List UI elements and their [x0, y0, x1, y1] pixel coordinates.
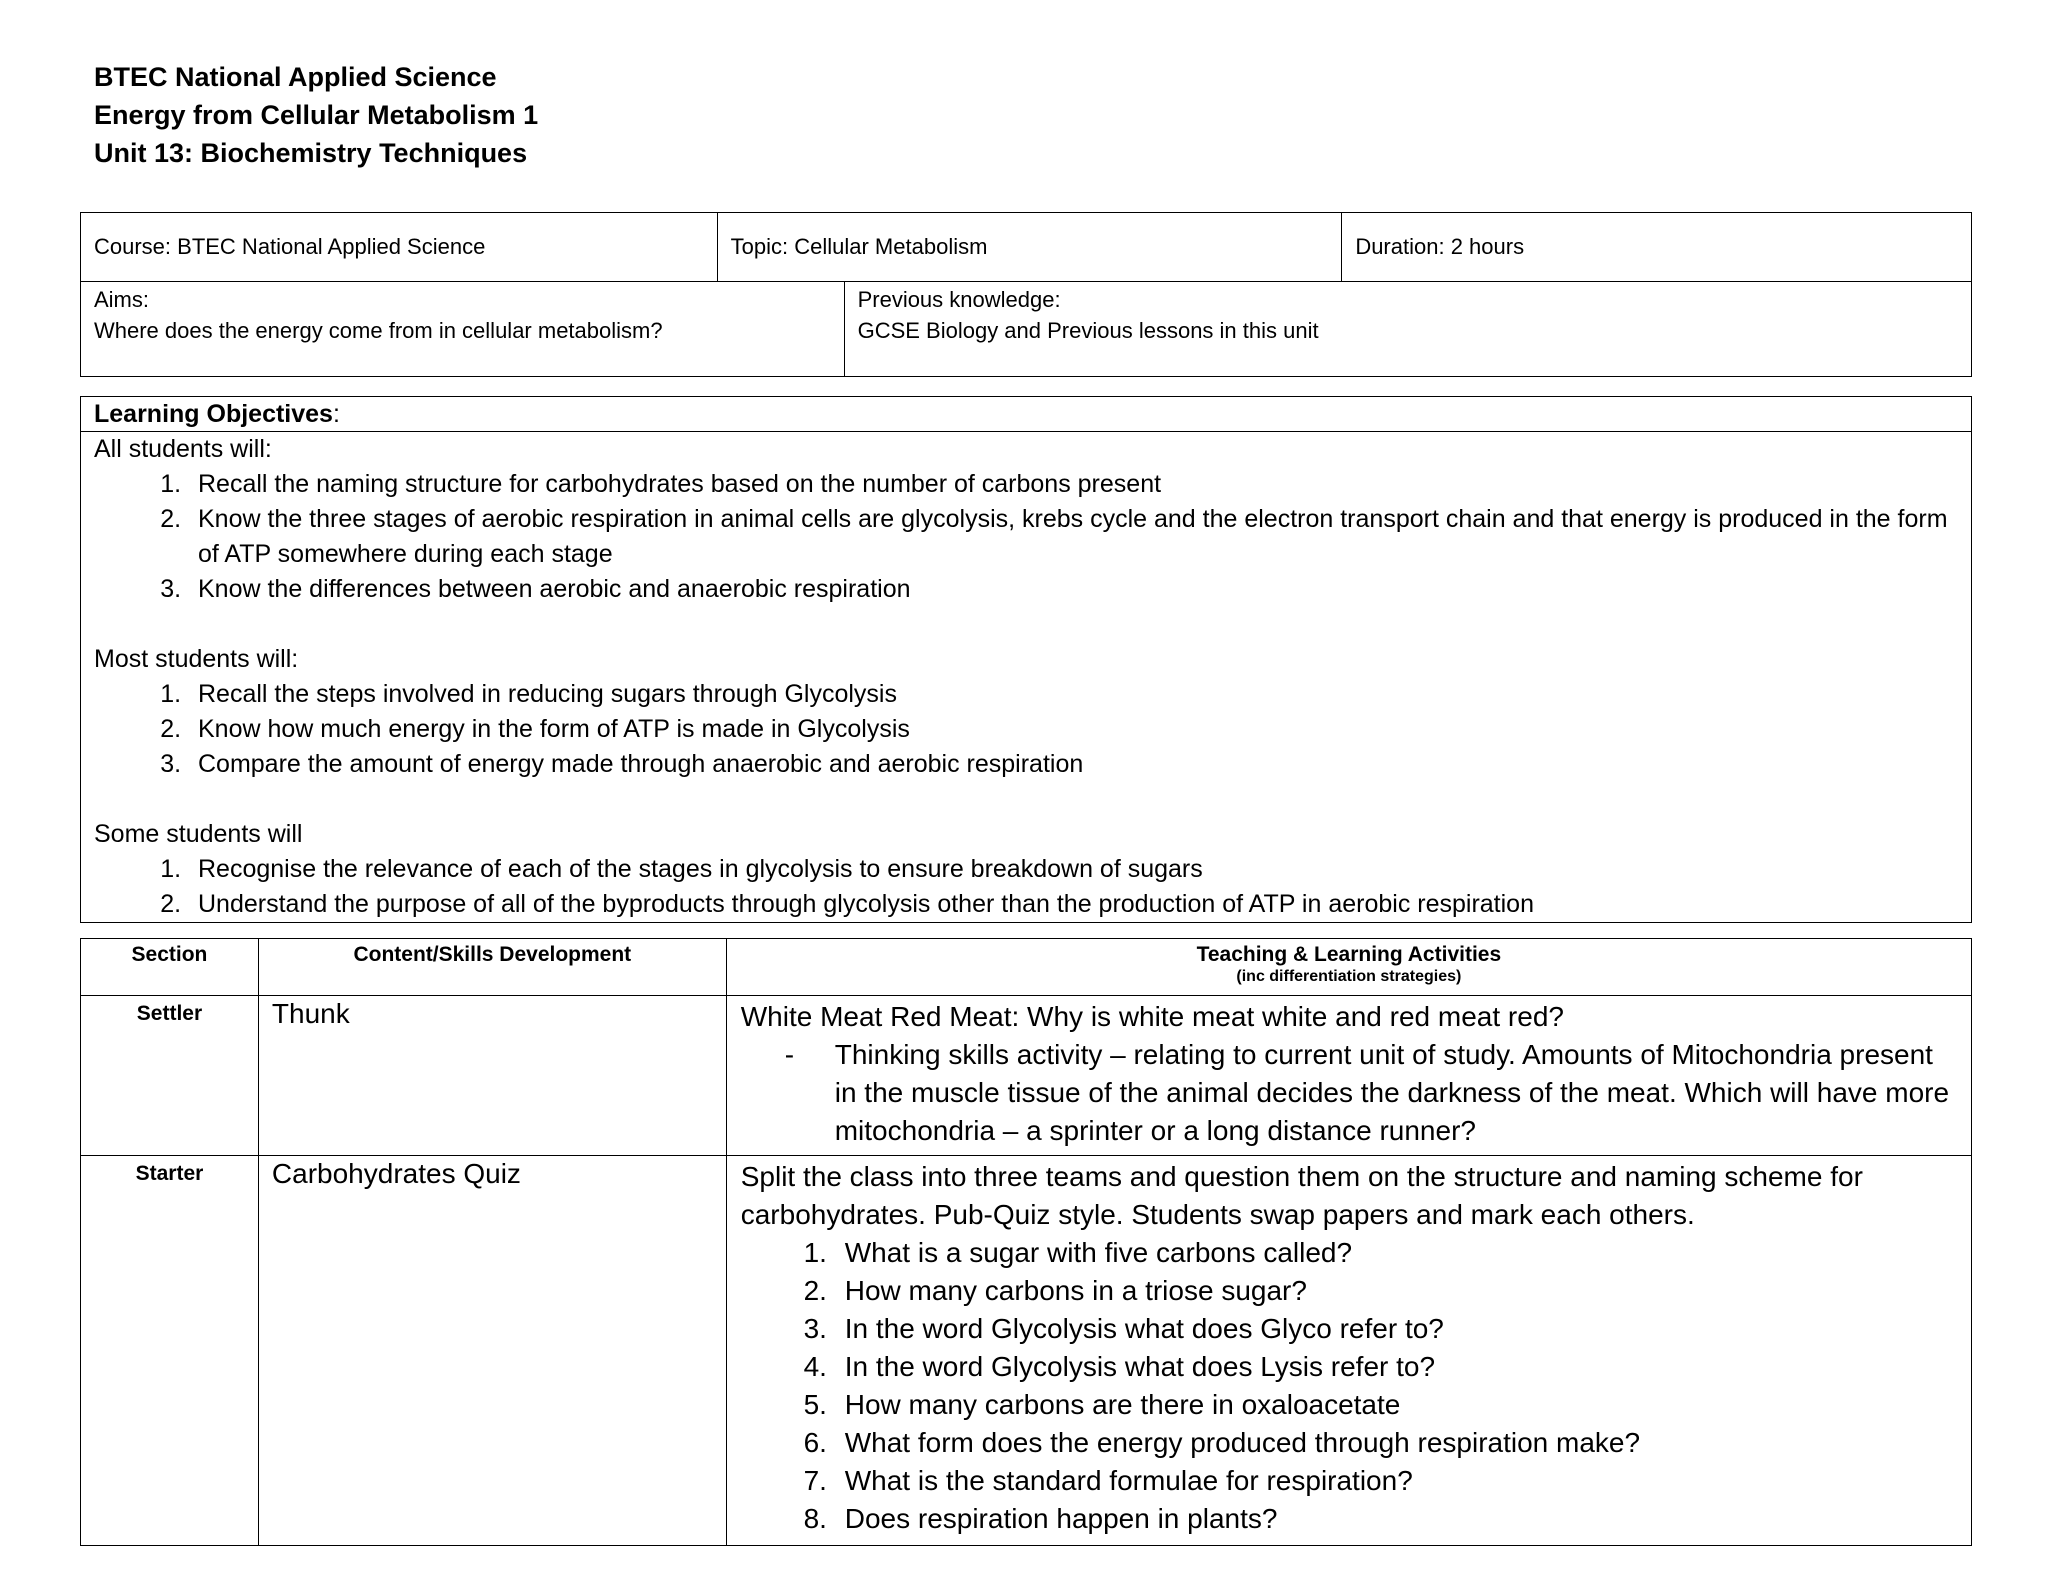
- list-item: 2. Understand the purpose of all of the byproducts through glycolysis other than the production of ATP in aerobic respiration: [188, 887, 1958, 922]
- course-info-table: [80, 212, 1972, 377]
- list-item: 3. Know the differences between aerobic and anaerobic respiration: [188, 572, 1958, 607]
- list-item: 3. Compare the amount of energy made through anaerobic and aerobic respiration: [188, 747, 1958, 782]
- list-item: 1. Recall the naming structure for carbohydrates based on the number of carbons present: [188, 467, 1958, 502]
- settler-content-cell: Thunk: [258, 996, 726, 1156]
- learning-objectives-table: [80, 396, 1972, 923]
- some-students-list: [94, 852, 1958, 922]
- aims-label: Aims:: [94, 287, 149, 312]
- list-item: 2. How many carbons in a triose sugar?: [835, 1272, 1957, 1310]
- settler-section-cell: Settler: [81, 996, 259, 1156]
- table-row: [81, 1156, 1972, 1546]
- previous-knowledge-cell: [844, 282, 1971, 377]
- previous-knowledge-label: Previous knowledge:: [857, 287, 1061, 312]
- some-students-label: Some students will: [94, 820, 303, 848]
- list-item: 1. What is a sugar with five carbons called?: [835, 1234, 1957, 1272]
- lesson-activities-table: [80, 938, 1972, 1546]
- learning-objectives-title: Learning Objectives: [94, 399, 333, 428]
- title-line-2: Energy from Cellular Metabolism 1: [94, 100, 539, 130]
- list-item: 8. Does respiration happen in plants?: [835, 1500, 1957, 1538]
- title-line-1: BTEC National Applied Science: [94, 62, 497, 92]
- starter-intro: Split the class into three teams and question them on the structure and naming scheme for carbohydrates. Pub-Quiz style. Students swap papers and mark each others.: [740, 1161, 1863, 1230]
- aims-text: Where does the energy come from in cellular metabolism?: [94, 318, 663, 343]
- starter-activities-cell: [726, 1156, 1971, 1546]
- most-students-label: Most students will:: [94, 645, 299, 673]
- topic-cell: Topic: Cellular Metabolism: [717, 213, 1342, 282]
- list-item: 2. Know the three stages of aerobic respiration in animal cells are glycolysis, krebs cycle and the electron transport chain and that energy is produced in the form of ATP somewhere during each stage: [188, 502, 1958, 572]
- activities-header-subtitle: (inc differentiation strategies): [1236, 968, 1462, 985]
- document-title-block: [94, 58, 538, 172]
- starter-section-cell: Starter: [81, 1156, 259, 1546]
- starter-content-cell: Carbohydrates Quiz: [258, 1156, 726, 1546]
- list-item: 4. In the word Glycolysis what does Lysis refer to?: [835, 1348, 1957, 1386]
- list-item: 2. Know how much energy in the form of ATP is made in Glycolysis: [188, 712, 1958, 747]
- list-item: 7. What is the standard formulae for respiration?: [835, 1462, 1957, 1500]
- most-students-list: [94, 677, 1958, 782]
- all-students-list: [94, 467, 1958, 607]
- settler-bullet-list: [741, 1036, 1957, 1150]
- quiz-question-list: [741, 1234, 1957, 1538]
- list-item: 3. In the word Glycolysis what does Glyco refer to?: [835, 1310, 1957, 1348]
- section-header: Section: [81, 939, 259, 996]
- duration-cell: Duration: 2 hours: [1342, 213, 1972, 282]
- title-line-3: Unit 13: Biochemistry Techniques: [94, 138, 528, 168]
- list-item: 5. How many carbons are there in oxaloacetate: [835, 1386, 1957, 1424]
- list-item: 6. What form does the energy produced through respiration make?: [835, 1424, 1957, 1462]
- list-item: 1. Recall the steps involved in reducing sugars through Glycolysis: [188, 677, 1958, 712]
- content-header: Content/Skills Development: [258, 939, 726, 996]
- list-item: - Thinking skills activity – relating to current unit of study. Amounts of Mitochondria present in the muscle tissue of the animal decides the darkness of the meat. Which will have more mitochondria – a sprinter or a long distance runner?: [835, 1036, 1957, 1150]
- list-item: 1. Recognise the relevance of each of the stages in glycolysis to ensure breakdown of sugars: [188, 852, 1958, 887]
- settler-intro: White Meat Red Meat: Why is white meat white and red meat red?: [740, 1001, 1564, 1032]
- aims-cell: [81, 282, 845, 377]
- table-row: [81, 996, 1972, 1156]
- previous-knowledge-text: GCSE Biology and Previous lessons in this unit: [857, 318, 1319, 343]
- activities-header-title: Teaching & Learning Activities: [1196, 943, 1502, 966]
- learning-objectives-heading: [81, 397, 1972, 432]
- learning-objectives-body: [81, 432, 1972, 923]
- all-students-label: All students will:: [94, 435, 272, 463]
- activities-header: [726, 939, 1971, 996]
- learning-objectives-colon: :: [332, 399, 340, 428]
- settler-activities-cell: [726, 996, 1971, 1156]
- course-cell: Course: BTEC National Applied Science: [81, 213, 718, 282]
